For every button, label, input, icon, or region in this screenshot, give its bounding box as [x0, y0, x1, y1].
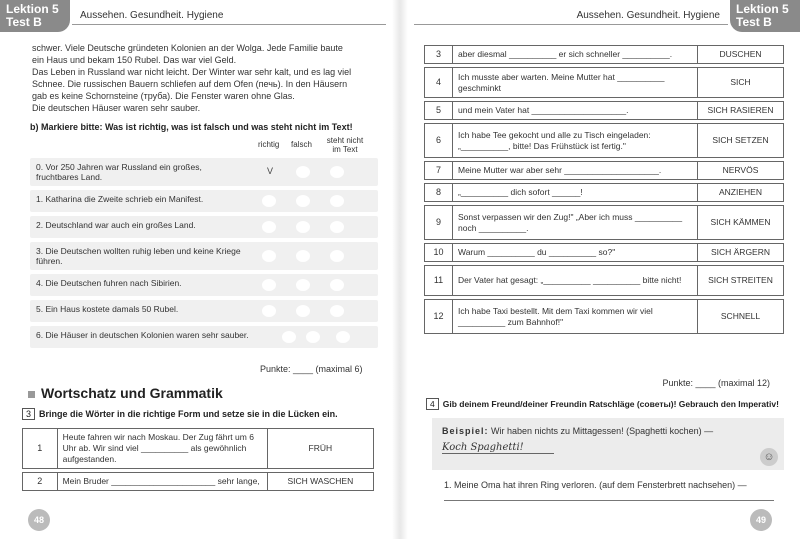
statement-row: [30, 326, 378, 348]
table-row: [425, 184, 784, 202]
row-text[interactable]: Mein Bruder ______________________ sehr lange,: [57, 473, 267, 491]
page-number-left: 48: [28, 509, 50, 531]
question-1: 1. Meine Oma hat ihren Ring verloren. (auf dem Fensterbrett nachsehen) —: [444, 480, 747, 490]
row-verb: SICH SETZEN: [698, 124, 784, 158]
answer-circle-nicht[interactable]: [330, 166, 344, 178]
left-page: [0, 0, 392, 539]
answer-circle-richtig[interactable]: [262, 221, 276, 233]
text-line: ein Haus und bekam 150 Rubel. Das war viel Geld.: [32, 55, 237, 65]
answer-circle-nicht[interactable]: [330, 250, 344, 262]
answer-circle-falsch[interactable]: [306, 331, 320, 343]
example-answer: Koch Spaghetti!: [442, 442, 554, 454]
lesson-tab-left: Lektion 5 Test B: [0, 0, 70, 32]
row-verb: SCHNELL: [698, 300, 784, 334]
text-line: schwer. Viele Deutsche gründeten Kolonien an der Wolga. Jede Familie baute: [32, 43, 343, 53]
row-text[interactable]: Heute fahren wir nach Moskau. Der Zug fährt um 6 Uhr ab. Wir sind viel __________ als gewöhnlich aufgestanden.: [57, 429, 267, 469]
row-number: 12: [425, 300, 453, 334]
col-head-richtig: richtig: [258, 140, 280, 149]
statement-text: 4. Die Deutschen fuhren nach Sibirien.: [36, 278, 182, 288]
fill-table-left: [22, 428, 374, 491]
answer-circle-richtig[interactable]: [262, 195, 276, 207]
statement-text: 5. Ein Haus kostete damals 50 Rubel.: [36, 304, 179, 314]
reading-text: [32, 42, 380, 114]
statement-row: [30, 274, 378, 296]
answer-circle-falsch[interactable]: [296, 166, 310, 178]
row-number: 2: [23, 473, 58, 491]
answer-circle-falsch[interactable]: [296, 250, 310, 262]
row-number: 1: [23, 429, 58, 469]
statement-row: [30, 242, 378, 270]
table-row: [425, 124, 784, 158]
answer-circle-falsch[interactable]: [296, 221, 310, 233]
statement-list: [30, 158, 378, 352]
running-title-left: Aussehen. Gesundheit. Hygiene: [80, 10, 224, 21]
answer-circle-richtig[interactable]: [282, 331, 296, 343]
smiley-icon: ☺: [760, 448, 778, 466]
table-row: [425, 46, 784, 64]
row-text[interactable]: Meine Mutter war aber sehr ____________________.: [453, 162, 698, 180]
lesson-tab-right: Lektion 5 Test B: [730, 0, 800, 32]
row-verb: SICH: [698, 68, 784, 98]
book-gutter: [392, 0, 408, 539]
statement-text: 0. Vor 250 Jahren war Russland ein großes, fruchtbares Land.: [36, 162, 202, 182]
row-verb: ANZIEHEN: [698, 184, 784, 202]
row-number: 3: [425, 46, 453, 64]
example-label: Beispiel:: [442, 426, 489, 436]
answer-circle-nicht[interactable]: [330, 221, 344, 233]
task-3-instruction: [22, 408, 338, 420]
example-text: Wir haben nichts zu Mittagessen! (Spaghetti kochen) —: [491, 426, 714, 436]
statement-text: 2. Deutschland war auch ein großes Land.: [36, 220, 196, 230]
statement-row: [30, 300, 378, 322]
task-4-instruction: [426, 398, 779, 410]
statement-text: 6. Die Häuser in deutschen Kolonien waren sehr sauber.: [36, 330, 249, 340]
task-3-text: Bringe die Wörter in die richtige Form und setze sie in die Lücken ein.: [39, 409, 338, 419]
points-left: Punkte: ____ (maximal 6): [260, 364, 363, 374]
row-verb: SICH RASIEREN: [698, 102, 784, 120]
answer-circle-falsch[interactable]: [296, 305, 310, 317]
answer-circle-nicht[interactable]: [336, 331, 350, 343]
text-line: gab es keine Schornsteine (труба). Die Fenster waren ohne Glas.: [32, 91, 295, 101]
running-title-right: Aussehen. Gesundheit. Hygiene: [576, 10, 720, 21]
statement-row: [30, 190, 378, 212]
table-row: [425, 266, 784, 296]
row-text[interactable]: und mein Vater hat ____________________.: [453, 102, 698, 120]
section-bullet-icon: [28, 391, 35, 398]
col-head-nicht-im-text: steht nicht im Text: [326, 136, 364, 154]
table-row: [23, 473, 374, 491]
statement-text: 3. Die Deutschen wollten ruhig leben und keine Kriege führen.: [36, 246, 241, 266]
statement-text: 1. Katharina die Zweite schrieb ein Manifest.: [36, 194, 204, 204]
statement-row: [30, 158, 378, 186]
answer-circle-nicht[interactable]: [330, 305, 344, 317]
row-number: 8: [425, 184, 453, 202]
answer-circle-richtig[interactable]: [262, 250, 276, 262]
answer-line[interactable]: [444, 500, 774, 501]
header-rule-right: [414, 24, 728, 25]
check-mark: V: [267, 166, 274, 176]
row-number: 9: [425, 206, 453, 240]
row-text[interactable]: Warum __________ du __________ so?": [453, 244, 698, 262]
row-text[interactable]: Ich musste aber warten. Meine Mutter hat __________ geschminkt: [453, 68, 698, 98]
row-number: 7: [425, 162, 453, 180]
table-row: [425, 162, 784, 180]
row-text[interactable]: aber diesmal __________ er sich schneller __________.: [453, 46, 698, 64]
section-heading-text: Wortschatz und Grammatik: [41, 385, 223, 401]
row-verb: SICH STREITEN: [698, 266, 784, 296]
points-right: Punkte: ____ (maximal 12): [662, 378, 770, 388]
answer-circle-falsch[interactable]: [296, 195, 310, 207]
col-head-falsch: falsch: [291, 140, 312, 149]
answer-circle-falsch[interactable]: [296, 279, 310, 291]
row-verb: NERVÖS: [698, 162, 784, 180]
text-line: Das Leben in Russland war nicht leicht. Der Winter war sehr kalt, und es lag viel: [32, 67, 352, 77]
table-row: [425, 68, 784, 98]
example-box: [432, 418, 784, 470]
answer-circle-richtig[interactable]: [262, 279, 276, 291]
fill-table-right: [424, 45, 784, 334]
row-verb: SICH ÄRGERN: [698, 244, 784, 262]
statement-row: [30, 216, 378, 238]
row-number: 10: [425, 244, 453, 262]
row-text[interactable]: Ich habe Taxi bestellt. Mit dem Taxi kommen wir viel __________ zum Bahnhof!": [453, 300, 698, 334]
row-text[interactable]: Ich habe Tee gekocht und alle zu Tisch eingeladen: „__________, bitte! Das Frühstück ist fertig.": [453, 124, 698, 158]
row-verb: SICH WASCHEN: [267, 473, 373, 491]
row-number: 5: [425, 102, 453, 120]
row-verb: SICH KÄMMEN: [698, 206, 784, 240]
row-number: 4: [425, 68, 453, 98]
header-rule-left: [72, 24, 386, 25]
row-verb: FRÜH: [267, 429, 373, 469]
text-line: Schnee. Die russischen Bauern schliefen auf dem Ofen (печь). In den Häusern: [32, 79, 348, 89]
table-row: [425, 102, 784, 120]
answer-circle-nicht[interactable]: [330, 195, 344, 207]
task-4-text: Gib deinem Freund/deiner Freundin Ratschläge (советы)! Gebrauch den Imperativ!: [442, 399, 779, 409]
section-heading: [28, 385, 223, 401]
row-text[interactable]: „__________ dich sofort ______!: [453, 184, 698, 202]
text-line: Die deutschen Häuser waren sehr sauber.: [32, 103, 201, 113]
row-number: 6: [425, 124, 453, 158]
table-row: [425, 244, 784, 262]
row-text[interactable]: Sonst verpassen wir den Zug!" „Aber ich muss __________ noch __________.: [453, 206, 698, 240]
table-row: [425, 300, 784, 334]
table-row: [23, 429, 374, 469]
row-number: 11: [425, 266, 453, 296]
answer-circle-nicht[interactable]: [330, 279, 344, 291]
task-number: 3: [22, 408, 35, 420]
right-page: [408, 0, 800, 539]
page-number-right: 49: [750, 509, 772, 531]
exercise-b-instruction: b) Markiere bitte: Was ist richtig, was ist falsch und was steht nicht im Text!: [30, 122, 353, 132]
answer-circle-richtig[interactable]: [262, 305, 276, 317]
task-number: 4: [426, 398, 439, 410]
table-row: [425, 206, 784, 240]
row-verb: DUSCHEN: [698, 46, 784, 64]
row-text[interactable]: Der Vater hat gesagt: „__________ __________ bitte nicht!: [453, 266, 698, 296]
